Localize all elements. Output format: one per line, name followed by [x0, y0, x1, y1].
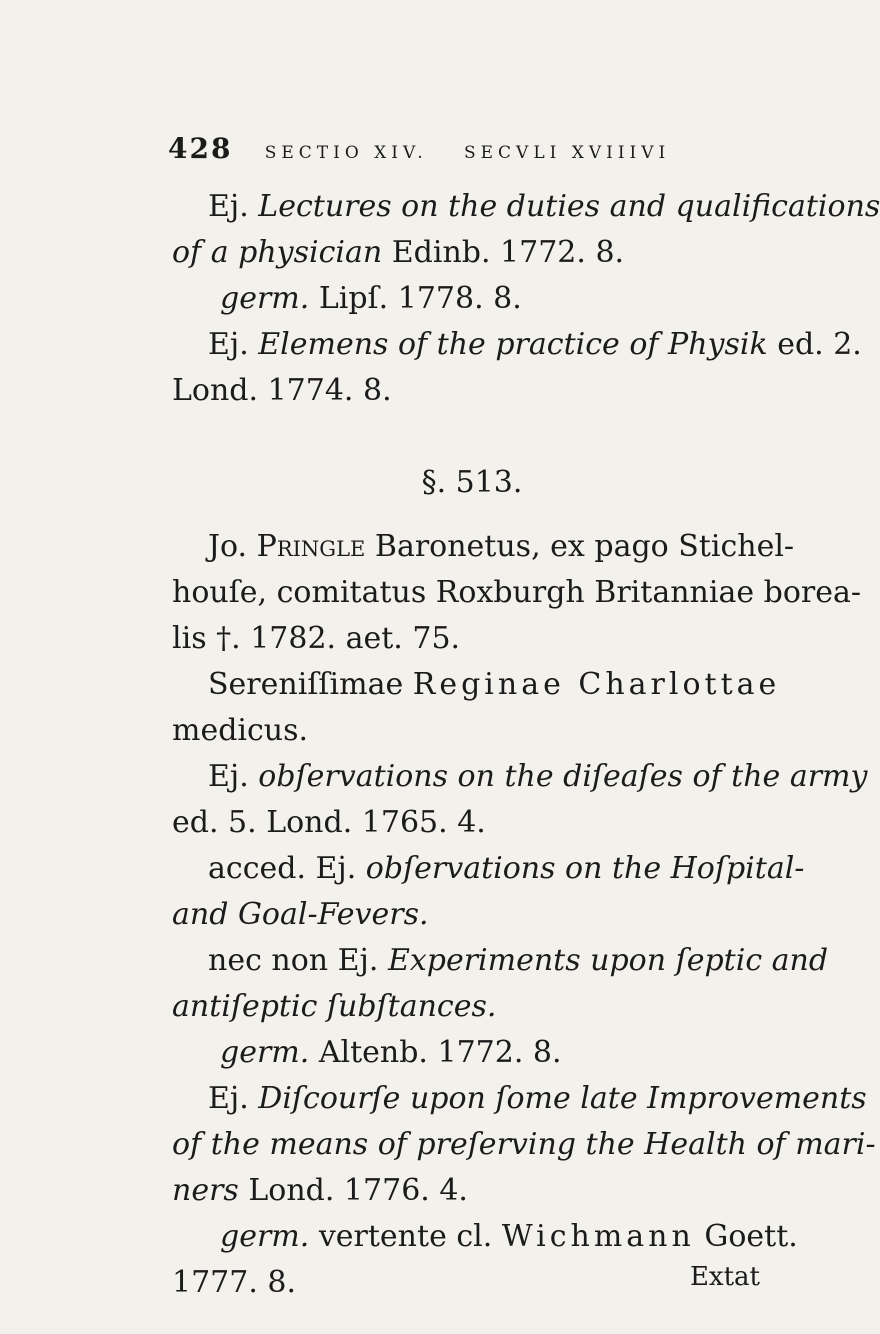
text-line: ed. 5. Lond. 1765. 4.: [172, 805, 486, 840]
text-line: Ej. Elemens of the practice of Physik ed. 2.: [208, 327, 862, 362]
text-line: nec non Ej. Experiments upon ſeptic and: [208, 943, 829, 978]
header-sectio: SECTIO XIV.: [264, 143, 428, 163]
text-line: Jo. Pringle Baronetus, ex pago Stichel-: [208, 529, 795, 564]
header-secvli: SECVLI XVIIIVI: [463, 143, 671, 163]
text-line: acced. Ej. obſervations on the Hoſpital-: [208, 851, 805, 886]
text-line: medicus.: [172, 713, 309, 748]
text-line: germ. Lipſ. 1778. 8.: [220, 281, 522, 316]
text-line: Ej. Lectures on the duties and qualifications: [208, 189, 880, 224]
text-line: germ. vertente cl. Wichmann Goett.: [220, 1219, 798, 1254]
running-header: [168, 132, 768, 165]
catchword: Extat: [689, 1262, 760, 1292]
text-line: Ej. obſervations on the diſeaſes of the army: [208, 759, 868, 794]
text-line: and Goal-Fevers.: [172, 897, 429, 932]
text-line: houſe, comitatus Roxburgh Britanniae borea-: [172, 575, 862, 610]
text-line: germ. Altenb. 1772. 8.: [220, 1035, 562, 1070]
author-name: Pringle: [256, 529, 366, 564]
text-line: 1777. 8.: [172, 1265, 297, 1300]
text-line: Lond. 1774. 8.: [172, 373, 392, 408]
text-line: Sereniſſimae Reginae Charlottae: [208, 667, 781, 702]
page-number: 428: [168, 132, 233, 165]
text-line: lis †. 1782. aet. 75.: [172, 621, 461, 656]
text-line: ners Lond. 1776. 4.: [172, 1173, 468, 1208]
text-line: of a physician Edinb. 1772. 8.: [172, 235, 625, 270]
page-body: [172, 184, 880, 1306]
text-line: Ej. Diſcourſe upon ſome late Improvements: [208, 1081, 867, 1116]
text-line: of the means of preſerving the Health of mari-: [172, 1127, 876, 1162]
section-heading: §. 513.: [421, 465, 523, 500]
text-line: antiſeptic ſubſtances.: [172, 989, 497, 1024]
